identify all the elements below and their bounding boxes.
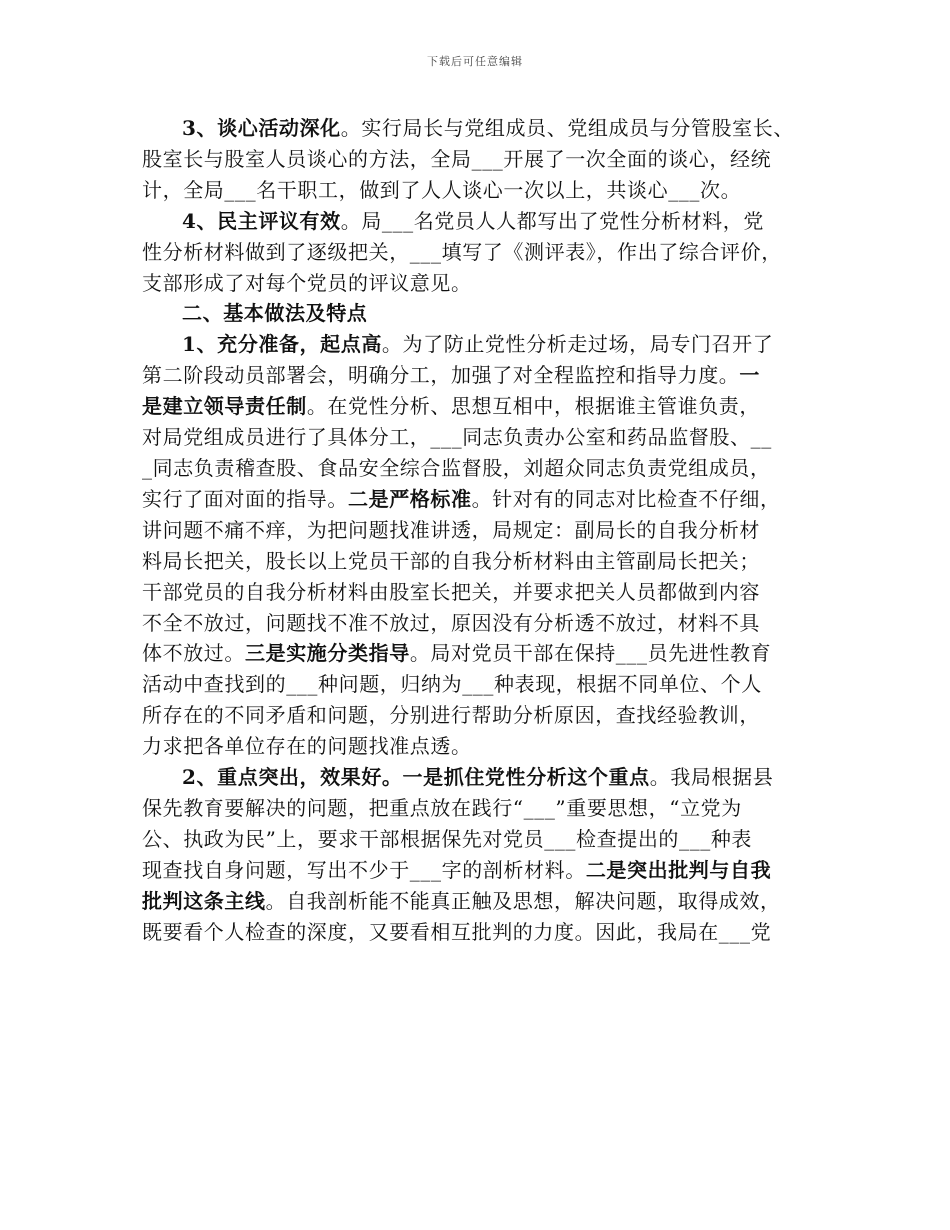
text-line (142, 391, 826, 422)
text-line: 保先教育要解决的问题，把重点放在践行“___”重要思想，“立党为 (142, 795, 742, 820)
document-body (142, 113, 826, 947)
text-line: 活动中查找到的___种问题，归纳为___种表现，根据不同单位、个人 (142, 672, 762, 697)
text-run: 。局___名党员人人都写出了党性分析材料，党 (340, 208, 764, 233)
section-lead: 2、重点突出，效果好。一是抓住党性分析这个重点 (182, 765, 650, 790)
text-run: 。实行局长与党组成员、党组成员与分管股室长、 (340, 116, 794, 140)
section-lead: 4、民主评议有效 (182, 208, 341, 233)
text-line (142, 113, 826, 144)
text-run: 。我局根据县 (649, 765, 774, 790)
emphasis-text: 批判这条主线 (142, 888, 266, 913)
text-line: 计，全局___名干职工，做到了人人谈心一次以上，共谈心___次。 (142, 177, 742, 202)
text-line: 支部形成了对每个党员的评议意见。 (142, 270, 472, 295)
section-lead: 3、谈心活动深化 (182, 116, 341, 140)
text-run: 。自我剖析能不能真正触及思想，解决问题，取得成效， (265, 888, 781, 913)
text-run: 实行了面对面的指导。 (142, 486, 348, 511)
section-heading: 二、基本做法及特点 (182, 301, 368, 326)
emphasis-text: 三是实施分类指导 (245, 641, 410, 666)
text-run: 体不放过。 (142, 641, 245, 666)
text-line (142, 329, 826, 360)
emphasis-text: 二是突出批判与自我 (585, 857, 772, 882)
text-line: 既要看个人检查的深度，又要看相互批判的力度。因此，我局在___党 (142, 919, 772, 944)
text-line: _同志负责稽查股、食品安全综合监督股，刘超众同志负责党组成员， (142, 455, 771, 480)
paragraph-heart-to-heart (142, 113, 826, 206)
text-line: 股室长与股室人员谈心的方法，全局___开展了一次全面的谈心，经统 (142, 146, 772, 171)
text-line: 干部党员的自我分析材料由股室长把关，并要求把关人员都做到内容 (142, 579, 760, 604)
text-line (142, 638, 826, 669)
text-line (142, 206, 826, 237)
text-line: 不全不放过，问题找不准不放过，原因没有分析透不放过，材料不具 (142, 610, 760, 635)
text-line: 性分析材料做到了逐级把关，___填写了《测评表》，作出了综合评价， (142, 239, 782, 264)
text-line (142, 886, 826, 917)
text-line (142, 360, 826, 391)
text-line: 料局长把关，股长以上党员干部的自我分析材料由主管副局长把关； (142, 548, 760, 573)
text-line: 所存在的不同矛盾和问题，分别进行帮助分析原因，查找经验教训， (142, 703, 760, 728)
text-line (142, 762, 826, 793)
paragraph-key-focus (142, 762, 826, 947)
text-run: 现查找自身问题，写出不少于___字的剖析材料。 (142, 857, 586, 882)
paragraph-full-preparation (142, 329, 826, 762)
emphasis-text: 一 (739, 363, 761, 388)
section-lead: 1、充分准备，起点高 (182, 332, 382, 357)
text-run: 。针对有的同志对比检查不仔细， (471, 486, 781, 511)
text-line: 公、执政为民”上，要求干部根据保先对党员___检查提出的___种表 (142, 826, 753, 851)
emphasis-text: 是建立领导责任制 (142, 394, 307, 419)
text-run: 。局对党员干部在保持___员先进性教育 (409, 641, 772, 666)
emphasis-text: 二是严格标准 (348, 486, 472, 511)
text-line: 力求把各单位存在的问题找准点透。 (142, 734, 472, 759)
text-run: 。为了防止党性分析走过场，局专门召开了 (381, 332, 774, 357)
paragraph-democratic-review (142, 206, 826, 299)
text-run: 第二阶段动员部署会，明确分工，加强了对全程监控和指导力度。 (142, 363, 740, 388)
text-line: 对局党组成员进行了具体分工，___同志负责办公室和药品监督股、__ (142, 425, 772, 450)
text-line (142, 855, 826, 886)
text-line: 讲问题不痛不痒，为把问题找准讲透，局规定：副局长的自我分析材 (142, 517, 760, 542)
text-run: 。在党性分析、思想互相中，根据谁主管谁负责， (306, 394, 761, 419)
text-line (142, 484, 826, 515)
page-header-note: 下载后可任意编辑 (427, 55, 523, 68)
